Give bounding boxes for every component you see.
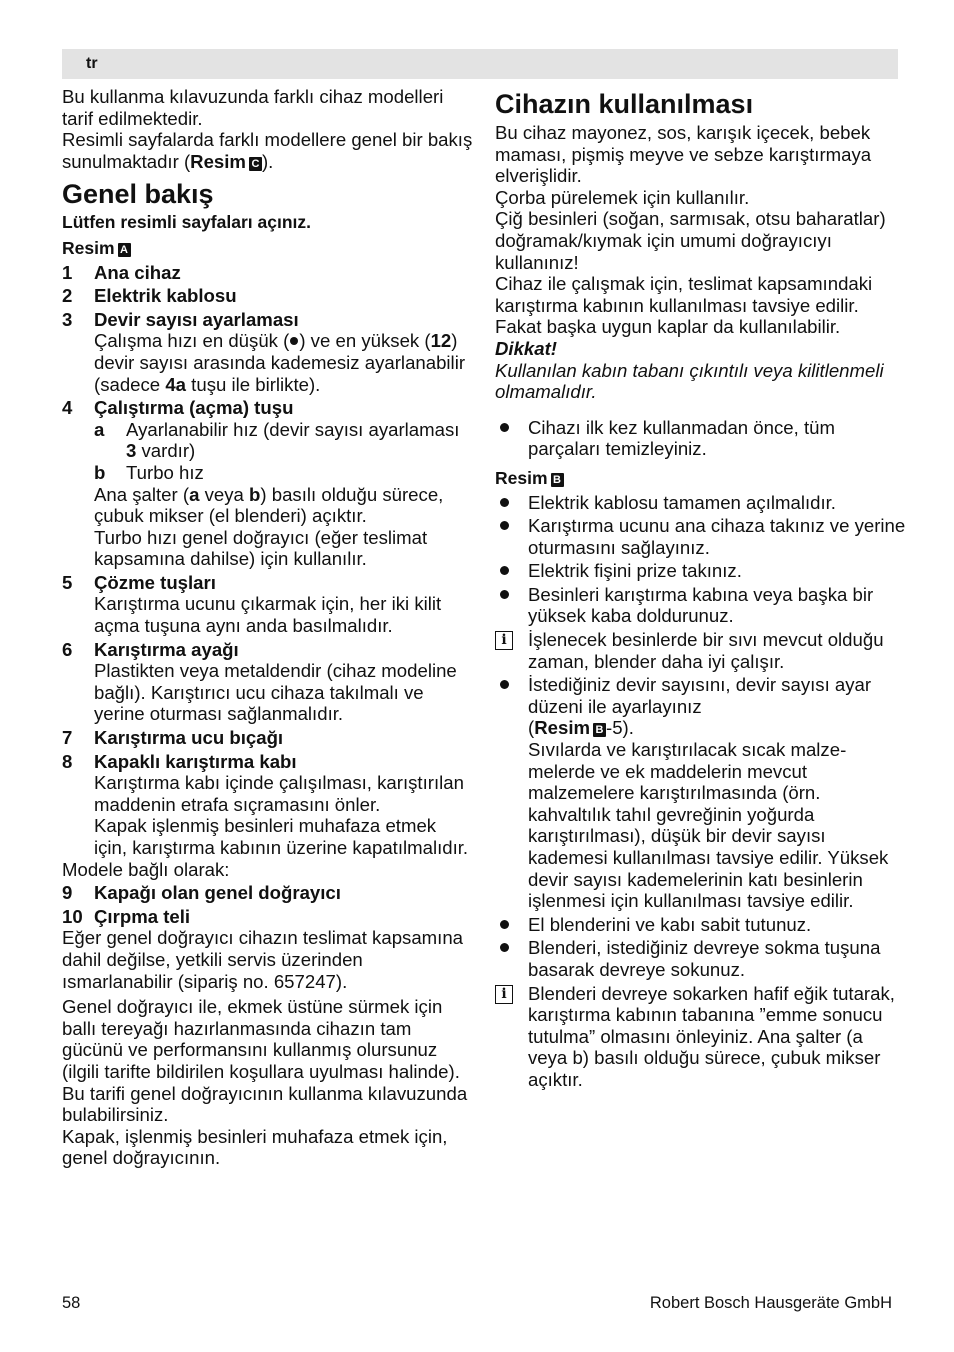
bullet-icon xyxy=(495,515,528,558)
list-item: 10 Çırpma teli xyxy=(62,905,191,927)
list-item: Besinleri karıştırma kabına veya başka bir yüksek kaba doldurunuz. xyxy=(495,584,907,627)
figure-b-icon: B xyxy=(551,473,564,487)
caution-title: Dikkat! xyxy=(495,337,558,359)
list-item: Elektrik fişini prize takınız. xyxy=(495,560,907,582)
figure-a-icon: A xyxy=(118,243,131,257)
body-paragraph: Çorba pürelemek için kullanılır. xyxy=(495,186,750,208)
model-dependent-note: Modele bağlı olarak: xyxy=(62,858,230,880)
list-item: Karıştırma ucunu ana cihaza takınız ve yerine oturmasını sağlayınız. xyxy=(495,515,907,558)
list-item: 4 Çalıştırma (açma) tuşu a Ayarlanabilir hız (devir sayısı ayarlaması 3 vardır) b Turbo hız Ana şalter (a veya b) basılı olduğu sürece, çubuk mikser (el blenderi) açıktır. Turbo hızı genel doğrayıcı (eğer teslimat kapsamına dahilse) için kullanılır. xyxy=(62,397,460,570)
language-code: tr xyxy=(86,55,98,72)
section-heading-genel-bakis: Genel bakış xyxy=(62,179,214,210)
list-item: Cihazı ilk kez kullanmadan önce, tüm parçaları temizleyiniz. xyxy=(495,417,907,460)
body-paragraph: Cihaz ile çalışmak için, teslimat kapsamındaki karıştırma kabının kullanılması tavsiye edilir. Fakat başka uygun kaplar da kullanılabilir. xyxy=(495,273,873,338)
figure-ref-a: Resim A xyxy=(62,238,474,260)
list-item: El blenderini ve kabı sabit tutunuz. xyxy=(495,914,907,936)
bullet-icon xyxy=(495,492,528,514)
open-pages-note: Lütfen resimli sayfaları açınız. xyxy=(62,212,311,233)
list-item: 9 Kapağı olan genel doğrayıcı xyxy=(62,882,341,904)
figure-b-icon: B xyxy=(593,723,606,737)
info-icon: i xyxy=(495,629,528,672)
section-heading-cihazin-kullanilmasi: Cihazın kullanılması xyxy=(495,89,754,119)
list-item: 1 Ana cihaz xyxy=(62,261,181,283)
info-note: i Blenderi devreye sokarken hafif eğik tutarak, karıştırma kabının tabanına ”emme sonucu tutulma” olmasını önleyiniz. Ana şalter (a veya b) basılı olduğu sürece, çubuk mikser açıktır. xyxy=(495,983,907,1091)
low-speed-dot-icon xyxy=(290,337,298,345)
list-item: 6 Karıştırma ayağı Plastikten veya metaldendir (cihaz modeline bağlı). Karıştırıcı ucu cihaza takılmalı ve yerine oturması sağlanmalıdır. xyxy=(62,638,457,725)
info-icon: i xyxy=(495,983,528,1091)
bullet-icon xyxy=(495,674,528,912)
right-column xyxy=(495,86,907,1091)
figure-ref-b: Resim B xyxy=(495,468,907,490)
bullet-icon xyxy=(495,937,528,980)
language-header-bar xyxy=(62,49,898,79)
list-item: Blenderi, istediğiniz devreye sokma tuşuna basarak devreye sokunuz. xyxy=(495,937,907,980)
list-item: 5 Çözme tuşları Karıştırma ucunu çıkarmak için, her iki kilit açma tuşuna aynı anda basılmalıdır. xyxy=(62,571,442,637)
left-column xyxy=(62,86,474,1169)
list-item: 2 Elektrik kablosu xyxy=(62,285,237,307)
bullet-icon xyxy=(495,584,528,627)
body-paragraph: Genel doğrayıcı ile, ekmek üstüne sürmek için ballı tereyağı hazırlanmasında cihazın tam gücünü ve performansını kullanmış olursunuz (ilgili tarifte bildirilen koşullara uyulması halinde). Bu tarifi genel doğrayıcının kullanma kılavuzunda bulabilirsiniz. xyxy=(62,996,468,1126)
info-note: i İşlenecek besinlerde bir sıvı mevcut olduğu zaman, blender daha iyi çalışır. xyxy=(495,629,907,672)
bullet-icon xyxy=(495,560,528,582)
list-item: 3 Devir sayısı ayarlaması Çalışma hızı en düşük ( ) ve en yüksek (12) devir sayısı arasında kademesiz ayarlanabilir (sadece 4a tuşu ile birlikte). xyxy=(62,308,466,395)
list-item: Elektrik kablosu tamamen açılmalıdır. xyxy=(495,492,907,514)
body-paragraph: Kapak, işlenmiş besinleri muhafaza etmek için, genel doğrayıcının. xyxy=(62,1125,448,1169)
body-paragraph: Eğer genel doğrayıcı cihazın teslimat kapsamına dahil değilse, yetkili servis üzerinden ısmarlanabilir (sipariş no. 657247). xyxy=(62,927,464,992)
bullet-icon xyxy=(495,417,528,460)
list-item: 7 Karıştırma ucu bıçağı xyxy=(62,727,284,749)
body-paragraph: Çiğ besinleri (soğan, sarmısak, otsu baharatlar) doğramak/kıymak için umumi doğrayıcıyı kullanınız! xyxy=(495,208,886,273)
list-item: 8 Kapaklı karıştırma kabı Karıştırma kabı içinde çalışılması, karıştırılan maddenin etrafa sıçramasını önler. Kapak işlenmiş besinleri muhafaza etmek için, karıştırma kabının üzerine kapatılmalıdır. xyxy=(62,750,469,858)
figure-c-icon: C xyxy=(249,157,262,171)
list-item: İstediğiniz devir sayısını, devir sayısı ayar düzeni ile ayarlayınız (Resim B -5). Sıvılarda ve karıştırılacak sıcak malzemelerde ve ek maddelerin mevcut malzemelere karıştırılmasında (örn. kahvaltılık tahıl gevreğinin yoğurda karıştırılması), düşük bir devir sayısı kademesi kullanılması tavsiye edilir. Yüksek devir sayısı kademelerinin katı besinlerin işlenmesi için kullanılması tavsiye edilir. xyxy=(495,674,907,912)
body-paragraph: Bu cihaz mayonez, sos, karışık içecek, bebek maması, pişmiş meyve ve sebze karıştırmaya elverişlidir. xyxy=(495,122,872,187)
intro-paragraph-2: Resimli sayfalarda farklı modellere genel bir bakış sunulmaktadır (Resim C ). xyxy=(62,129,473,172)
page-number: 58 xyxy=(62,1294,81,1312)
bullet-icon xyxy=(495,914,528,936)
caution-text: Kullanılan kabın tabanı çıkıntılı veya kilitlenmeli olmamalıdır. xyxy=(495,359,884,403)
intro-paragraph: Bu kullanma kılavuzunda farklı cihaz modelleri tarif edilmektedir. xyxy=(62,86,444,129)
company-name: Robert Bosch Hausgeräte GmbH xyxy=(649,1294,892,1312)
